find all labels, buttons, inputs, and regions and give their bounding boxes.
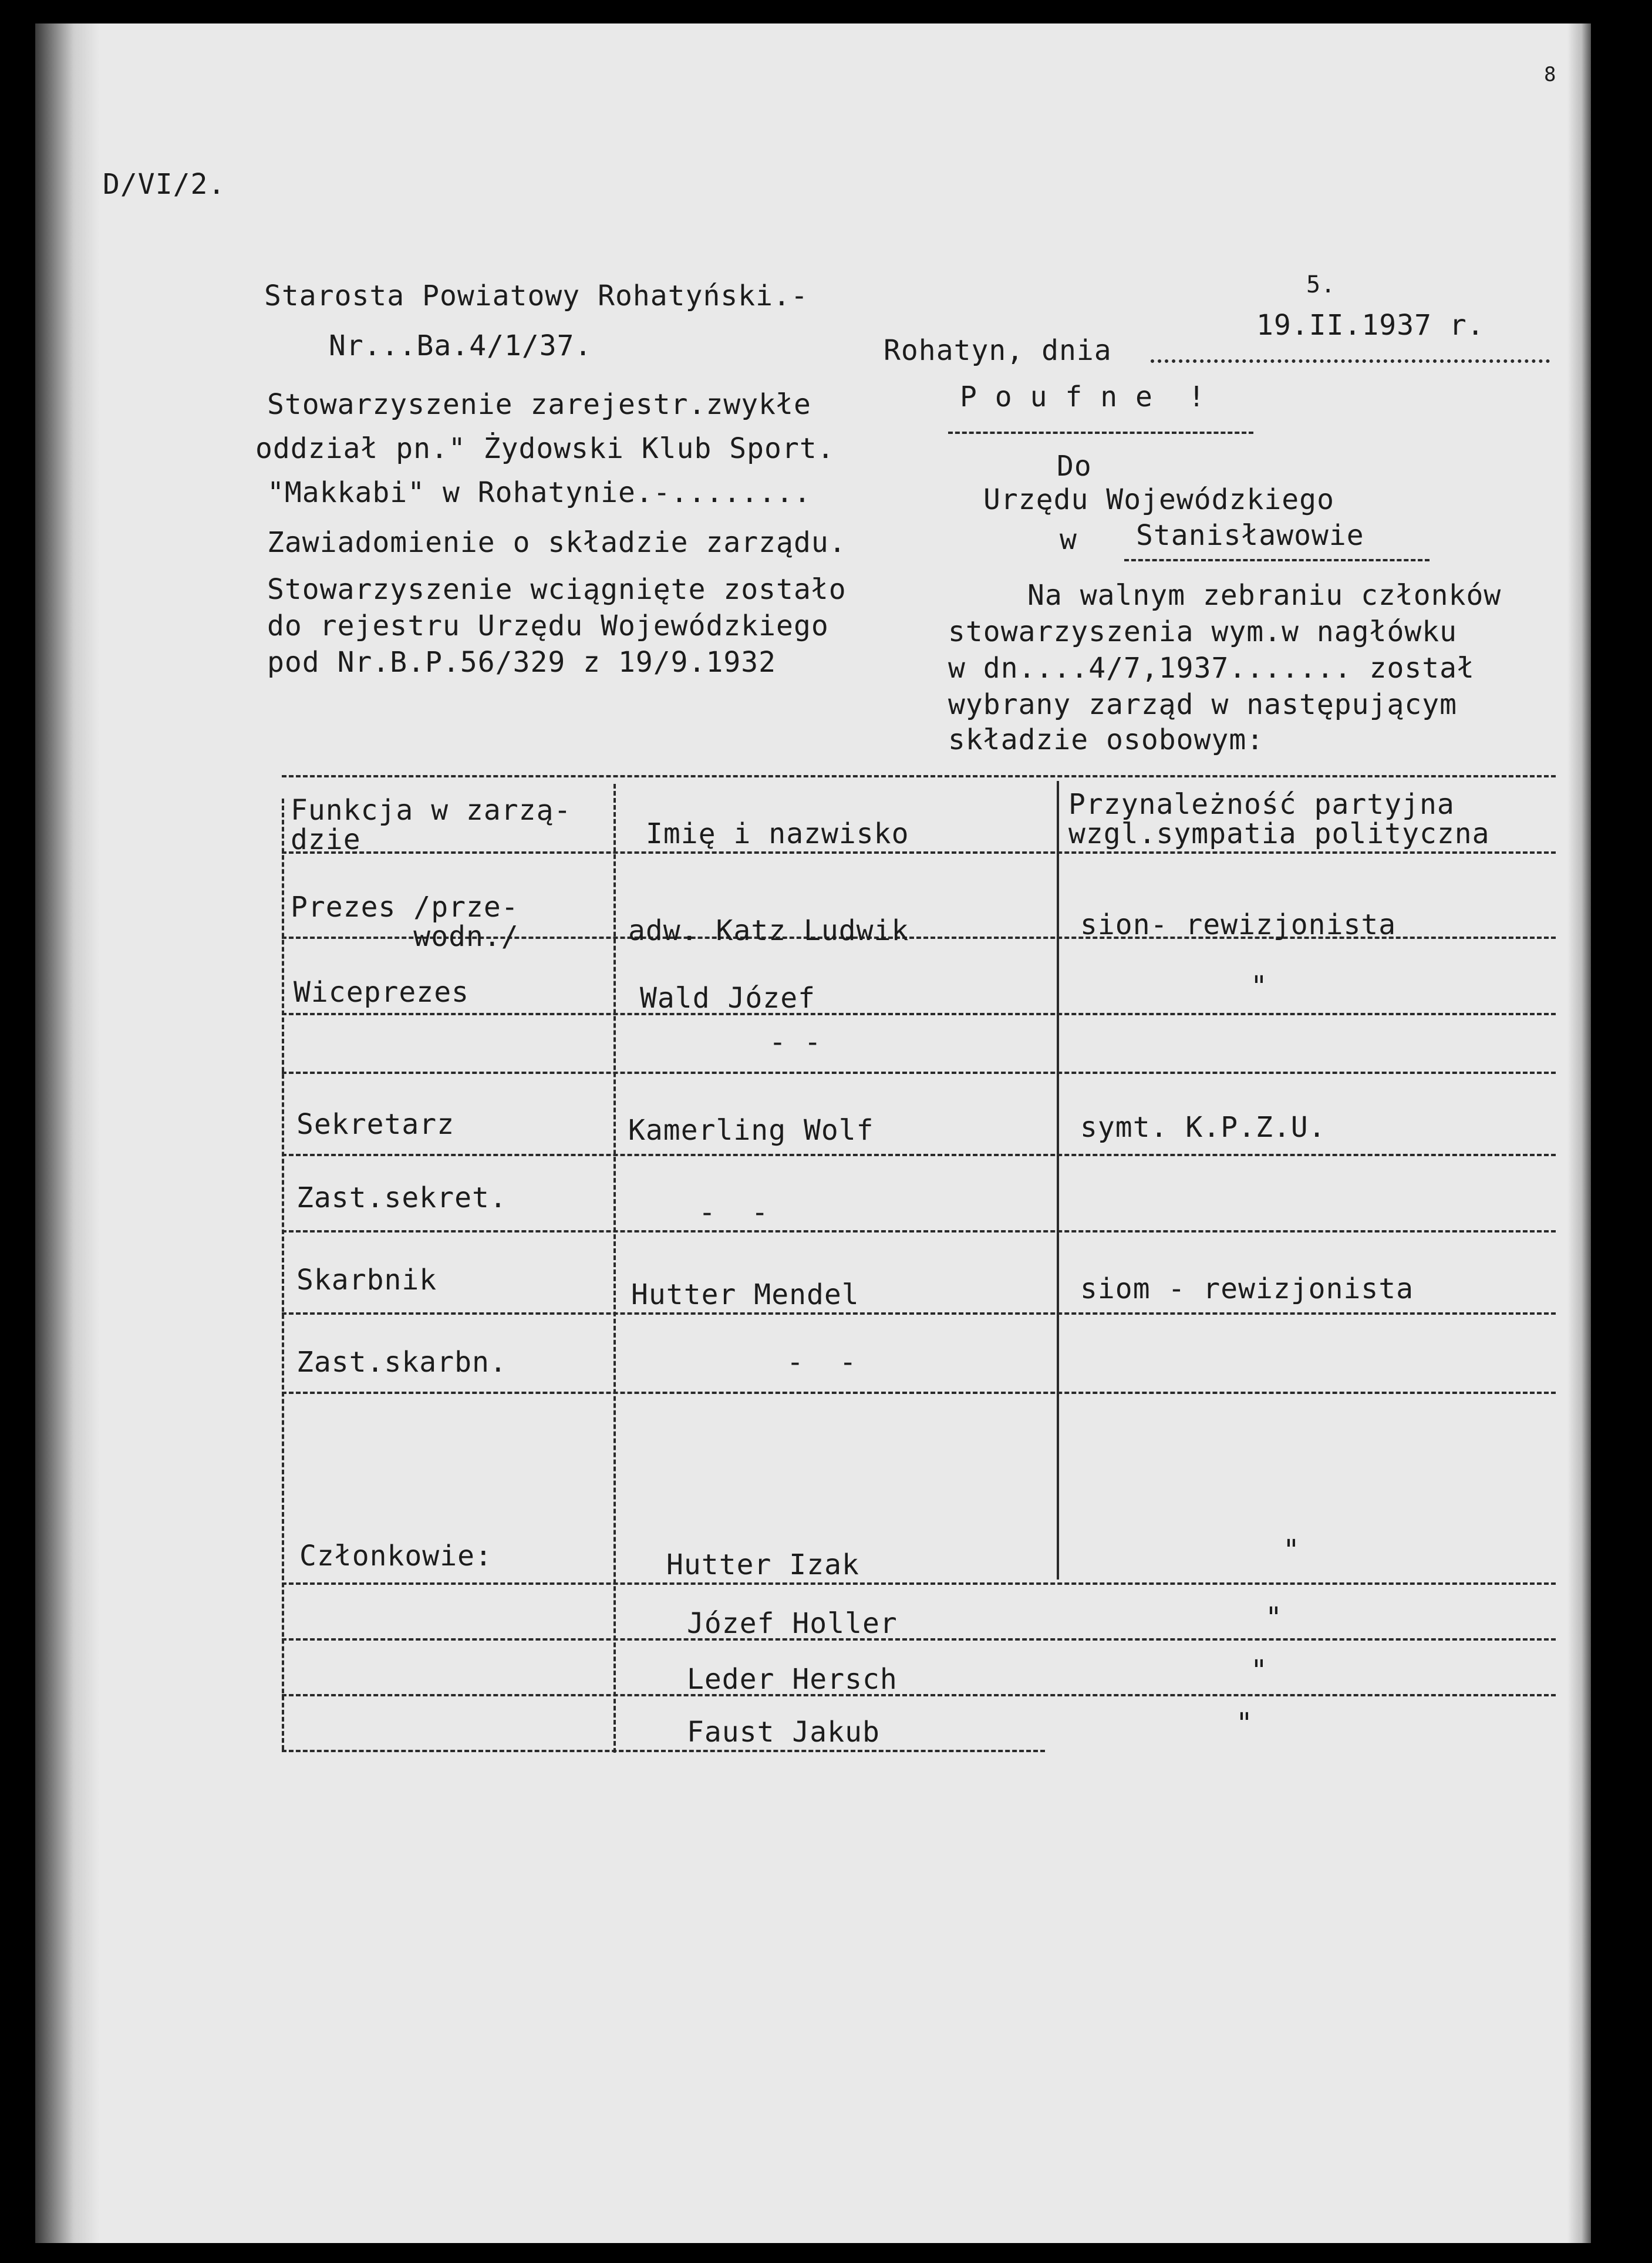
row-function: Wiceprezes <box>294 976 469 1009</box>
row-name: Leder Hersch <box>687 1663 898 1696</box>
row-function: Prezes /prze- wodn./ <box>291 891 519 954</box>
body-line-2: stowarzyszenia wym.w nagłówku <box>948 615 1458 648</box>
reference-code: D/VI/2. <box>103 168 226 201</box>
header-function: Funkcja w zarzą- dzie <box>291 794 572 857</box>
table-rule-8 <box>282 1582 1556 1585</box>
row-party: siom - rewizjonista <box>1080 1272 1414 1305</box>
row-function: Zast.skarbn. <box>296 1346 507 1379</box>
row-name: Hutter Mendel <box>631 1278 859 1311</box>
table-rule-7 <box>282 1392 1556 1394</box>
registry-line-3: pod Nr.B.P.56/329 z 19/9.1932 <box>267 646 777 679</box>
body-line-1: Na walnym zebraniu członków <box>1027 579 1502 612</box>
registry-line-1: Stowarzyszenie wciągnięte zostało <box>267 573 847 606</box>
row-name: Hutter Izak <box>666 1548 859 1581</box>
row-name: - - <box>699 1196 769 1229</box>
header-party: Przynależność partyjna wzgl.sympatia polityczna <box>1068 788 1490 851</box>
table-rule-9 <box>282 1638 1556 1641</box>
row-function: Sekretarz <box>296 1108 455 1141</box>
document-number: Nr...Ba.4/1/37. <box>329 329 592 362</box>
confidential-label: P o u f n e ! <box>960 380 1206 413</box>
subject-line-1: Stowarzyszenie zarejestr.zwykłe <box>267 388 811 421</box>
addressee-line-2: Urzędu Wojewódzkiego <box>983 483 1334 516</box>
table-rule-bottom <box>282 1750 1045 1752</box>
body-line-3: w dn....4/7,1937....... został <box>948 652 1475 685</box>
table-rule-3 <box>282 1072 1556 1074</box>
row-name: adw. Katz Ludwik <box>628 914 909 947</box>
date-day-mark: 5. <box>1306 271 1336 298</box>
row-party: " <box>1250 1654 1268 1687</box>
table-col-divider-1 <box>613 784 616 1753</box>
page-shadow-right <box>1567 23 1591 2243</box>
addressee-underline <box>1124 559 1430 561</box>
registry-line-2: do rejestru Urzędu Wojewódzkiego <box>267 609 829 642</box>
row-function: Członkowie: <box>299 1540 493 1572</box>
table-col-divider-2 <box>1057 781 1059 1580</box>
row-name: - - <box>769 1026 822 1059</box>
subject-line-3: "Makkabi" w Rohatynie.-........ <box>267 476 811 509</box>
date-value: 19.II.1937 r. <box>1256 309 1485 342</box>
table-rule-6 <box>282 1312 1556 1315</box>
table-rule-10 <box>282 1694 1556 1696</box>
row-name: Faust Jakub <box>687 1716 880 1749</box>
row-party: symt. K.P.Z.U. <box>1080 1111 1326 1144</box>
body-line-5: składzie osobowym: <box>948 723 1265 756</box>
confidential-underline <box>948 432 1253 434</box>
table-rule-2 <box>282 1013 1556 1015</box>
corner-mark: 8 <box>1544 63 1557 86</box>
addressee-city: Stanisławowie <box>1136 519 1364 552</box>
table-rule-top <box>282 775 1556 777</box>
subject-line-2: oddział pn." Żydowski Klub Sport. <box>255 432 835 465</box>
row-party: " <box>1265 1601 1283 1634</box>
row-party: " <box>1250 970 1268 1003</box>
table-col-left <box>282 799 284 1750</box>
header-name: Imię i nazwisko <box>646 817 909 850</box>
row-name: Kamerling Wolf <box>628 1114 874 1147</box>
document-page <box>35 23 1591 2243</box>
table-rule-4 <box>282 1154 1556 1156</box>
row-name: - - <box>787 1346 857 1379</box>
subject-line-4: Zawiadomienie o składzie zarządu. <box>267 526 847 559</box>
row-party: " <box>1283 1534 1300 1567</box>
row-party: sion- rewizjonista <box>1080 908 1397 941</box>
row-function: Zast.sekret. <box>296 1181 507 1214</box>
addressee-line-3-prefix: w <box>1060 523 1077 556</box>
date-dotted-line <box>1151 359 1550 363</box>
place-date-label: Rohatyn, dnia <box>884 334 1112 367</box>
table-rule-5 <box>282 1230 1556 1232</box>
sender: Starosta Powiatowy Rohatyński.- <box>264 279 808 312</box>
page-shadow-left <box>35 23 100 2243</box>
row-function: Skarbnik <box>296 1264 437 1296</box>
row-name: Wald Józef <box>640 982 815 1015</box>
addressee-line-1: Do <box>1057 450 1092 483</box>
body-line-4: wybrany zarząd w następującym <box>948 688 1458 721</box>
row-party: " <box>1236 1707 1253 1740</box>
row-name: Józef Holler <box>687 1607 898 1640</box>
